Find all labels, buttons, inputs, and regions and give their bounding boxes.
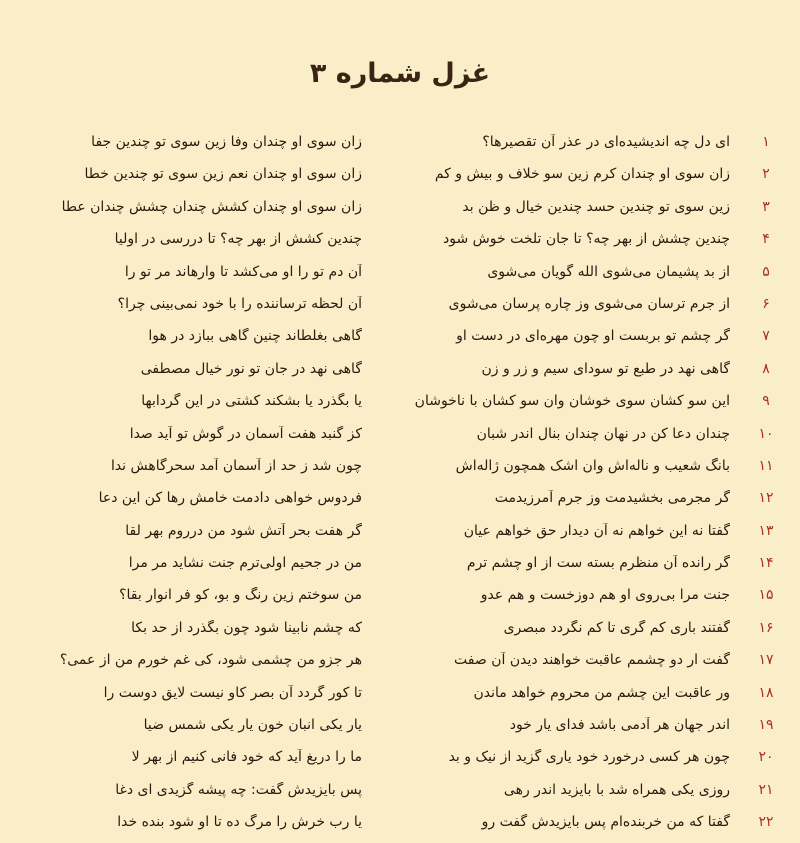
verse-number: ۱ — [762, 134, 770, 150]
second-hemistich: یا رب خرش را مرگ ده تا او شود بنده خدا — [117, 814, 362, 831]
verse-row — [0, 260, 800, 292]
verse-row — [0, 422, 800, 454]
verse-row — [0, 778, 800, 810]
verse-number: ۲۲ — [758, 814, 774, 831]
verse-number: ۲۰ — [758, 749, 774, 766]
verse-row — [0, 616, 800, 648]
verse-row — [0, 681, 800, 713]
verse-row — [0, 130, 800, 162]
verse-row — [0, 195, 800, 227]
second-hemistich: چندین کشش از بهر چه؟ تا دررسی در اولیا — [114, 231, 362, 248]
first-hemistich: گر مجرمی بخشیدمت وز جرم آمرزیدمت — [494, 490, 730, 507]
second-hemistich: چون شد ز حد از آسمان آمد سحرگاهش ندا — [110, 457, 362, 474]
verse-row — [0, 324, 800, 356]
second-hemistich: پس بایزیدش گفت: چه پیشه گزیدی ای دغا — [115, 781, 362, 798]
verse-number: ۳ — [762, 198, 770, 215]
verse-number: ۲ — [762, 166, 770, 183]
verse-row — [0, 162, 800, 194]
second-hemistich: کز گنبد هفت آسمان در گوش تو آید صدا — [129, 425, 362, 442]
first-hemistich: چندان دعا کن در نهان چندان بنال اندر شبان — [476, 425, 730, 442]
second-hemistich: زان سوی او چندان وفا زین سوی تو چندین جفا — [91, 134, 362, 150]
first-hemistich: گاهی نهد در طبع تو سودای سیم و زر و زن — [481, 360, 730, 377]
verse-number: ۱۸ — [758, 684, 774, 701]
verse-row — [0, 713, 800, 745]
first-hemistich: بانگ شعیب و ناله‌اش وان اشک همچون ژاله‌اش — [455, 457, 730, 474]
first-hemistich: گفتند باری کم گری تا کم نگردد مبصری — [503, 619, 730, 636]
verse-number: ۹ — [762, 393, 770, 410]
first-hemistich: چون هر کسی درخورد خود یاری گزید از نیک و بد — [448, 749, 730, 766]
second-hemistich: تا کور گردد آن بصر کاو نیست لایق دوست را — [103, 684, 362, 701]
first-hemistich: روزی یکی همراه شد با بایزید اندر رهی — [503, 781, 730, 798]
second-hemistich: هر جزو من چشمی شود، کی غم خورم من از عمی؟ — [59, 652, 362, 669]
second-hemistich: گاهی نهد در جان تو نور خیال مصطفی — [140, 360, 362, 377]
second-hemistich: زان سوی او چندان نعم زین سوی تو چندین خطا — [84, 166, 362, 183]
second-hemistich: گر هفت بحر آتش شود من درروم بهر لقا — [125, 522, 362, 539]
first-hemistich: گفتا که من خربنده‌ام پس بایزیدش گفت رو — [481, 814, 730, 831]
verse-number: ۱۵ — [758, 587, 774, 604]
verse-number: ۱۹ — [758, 717, 774, 734]
first-hemistich: چندین چشش از بهر چه؟ تا جان تلخت خوش شود — [443, 231, 730, 248]
first-hemistich: ور عاقبت این چشم من محروم خواهد ماندن — [473, 684, 730, 701]
verse-row — [0, 810, 800, 842]
first-hemistich: گر رانده آن منظرم بسته ست از او چشم ترم — [466, 555, 730, 572]
verse-list — [0, 130, 800, 843]
verse-row — [0, 486, 800, 518]
verse-number: ۱۴ — [758, 555, 774, 572]
verse-number: ۵ — [762, 263, 770, 280]
verse-row — [0, 357, 800, 389]
first-hemistich: زان سوی او چندان کرم زین سو خلاف و بیش و کم — [434, 166, 730, 183]
verse-row — [0, 519, 800, 551]
second-hemistich: من سوختم زین رنگ و بو، کو فر انوار بقا؟ — [119, 587, 362, 604]
first-hemistich: اندر جهان هر آدمی باشد فدای یار خود — [509, 717, 730, 734]
verse-number: ۸ — [762, 360, 770, 377]
second-hemistich: گاهی بغلطاند چنین گاهی ببازد در هوا — [148, 328, 362, 345]
first-hemistich: گر چشم تو بربست او چون مهره‌ای در دست او — [456, 328, 730, 345]
second-hemistich: که چشم نابینا شود چون بگذرد از حد بکا — [131, 619, 362, 636]
second-hemistich: آن دم تو را او می‌کشد تا وارهاند مر تو را — [124, 263, 362, 280]
second-hemistich: زان سوی او چندان کشش چندان چشش چندان عطا — [61, 198, 362, 215]
verse-number: ۱۲ — [758, 490, 774, 507]
second-hemistich: آن لحظه ترساننده را با خود نمی‌بینی چرا؟ — [117, 295, 362, 312]
first-hemistich: از جرم ترسان می‌شوی وز چاره پرسان می‌شوی — [448, 295, 730, 312]
verse-row — [0, 583, 800, 615]
second-hemistich: یا بگذرد یا بشکند کشتی در این گردابها — [141, 393, 362, 410]
verse-number: ۱۷ — [758, 652, 774, 669]
verse-row — [0, 454, 800, 486]
first-hemistich: جنت مرا بی‌روی او هم دوزخست و هم عدو — [480, 587, 730, 604]
verse-number: ۴ — [762, 231, 770, 248]
verse-number: ۱۶ — [758, 619, 774, 636]
first-hemistich: ای دل چه اندیشیده‌ای در عذر آن تقصیرها؟ — [482, 134, 730, 150]
verse-number: ۶ — [762, 295, 770, 312]
verse-number: ۱۰ — [758, 425, 774, 442]
verse-number: ۷ — [762, 328, 770, 345]
second-hemistich: یار یکی انبان خون یار یکی شمس ضیا — [143, 717, 362, 734]
verse-row — [0, 648, 800, 680]
page-title: غزل شماره ۳ — [309, 58, 491, 89]
first-hemistich: زین سوی تو چندین حسد چندین خیال و ظن بد — [462, 198, 730, 215]
second-hemistich: من در جحیم اولی‌ترم جنت نشاید مر مرا — [128, 555, 362, 572]
first-hemistich: گفتا نه این خواهم نه آن دیدار حق خواهم عیان — [463, 522, 730, 539]
verse-row — [0, 389, 800, 421]
first-hemistich: این سو کشان سوی خوشان وان سو کشان با ناخوشان — [414, 393, 730, 410]
second-hemistich: فردوس خواهی دادمت خامش رها کن این دعا — [98, 490, 362, 507]
first-hemistich: از بد پشیمان می‌شوی الله گویان می‌شوی — [487, 263, 730, 280]
verse-row — [0, 227, 800, 259]
verse-row — [0, 551, 800, 583]
verse-number: ۱۱ — [758, 457, 774, 474]
verse-row — [0, 745, 800, 777]
verse-number: ۲۱ — [758, 781, 774, 798]
second-hemistich: ما را دریغ آید که خود فانی کنیم از بهر لا — [131, 749, 362, 766]
first-hemistich: گفت ار دو چشمم عاقبت خواهند دیدن آن صفت — [454, 652, 730, 669]
verse-row — [0, 292, 800, 324]
verse-number: ۱۳ — [758, 522, 774, 539]
